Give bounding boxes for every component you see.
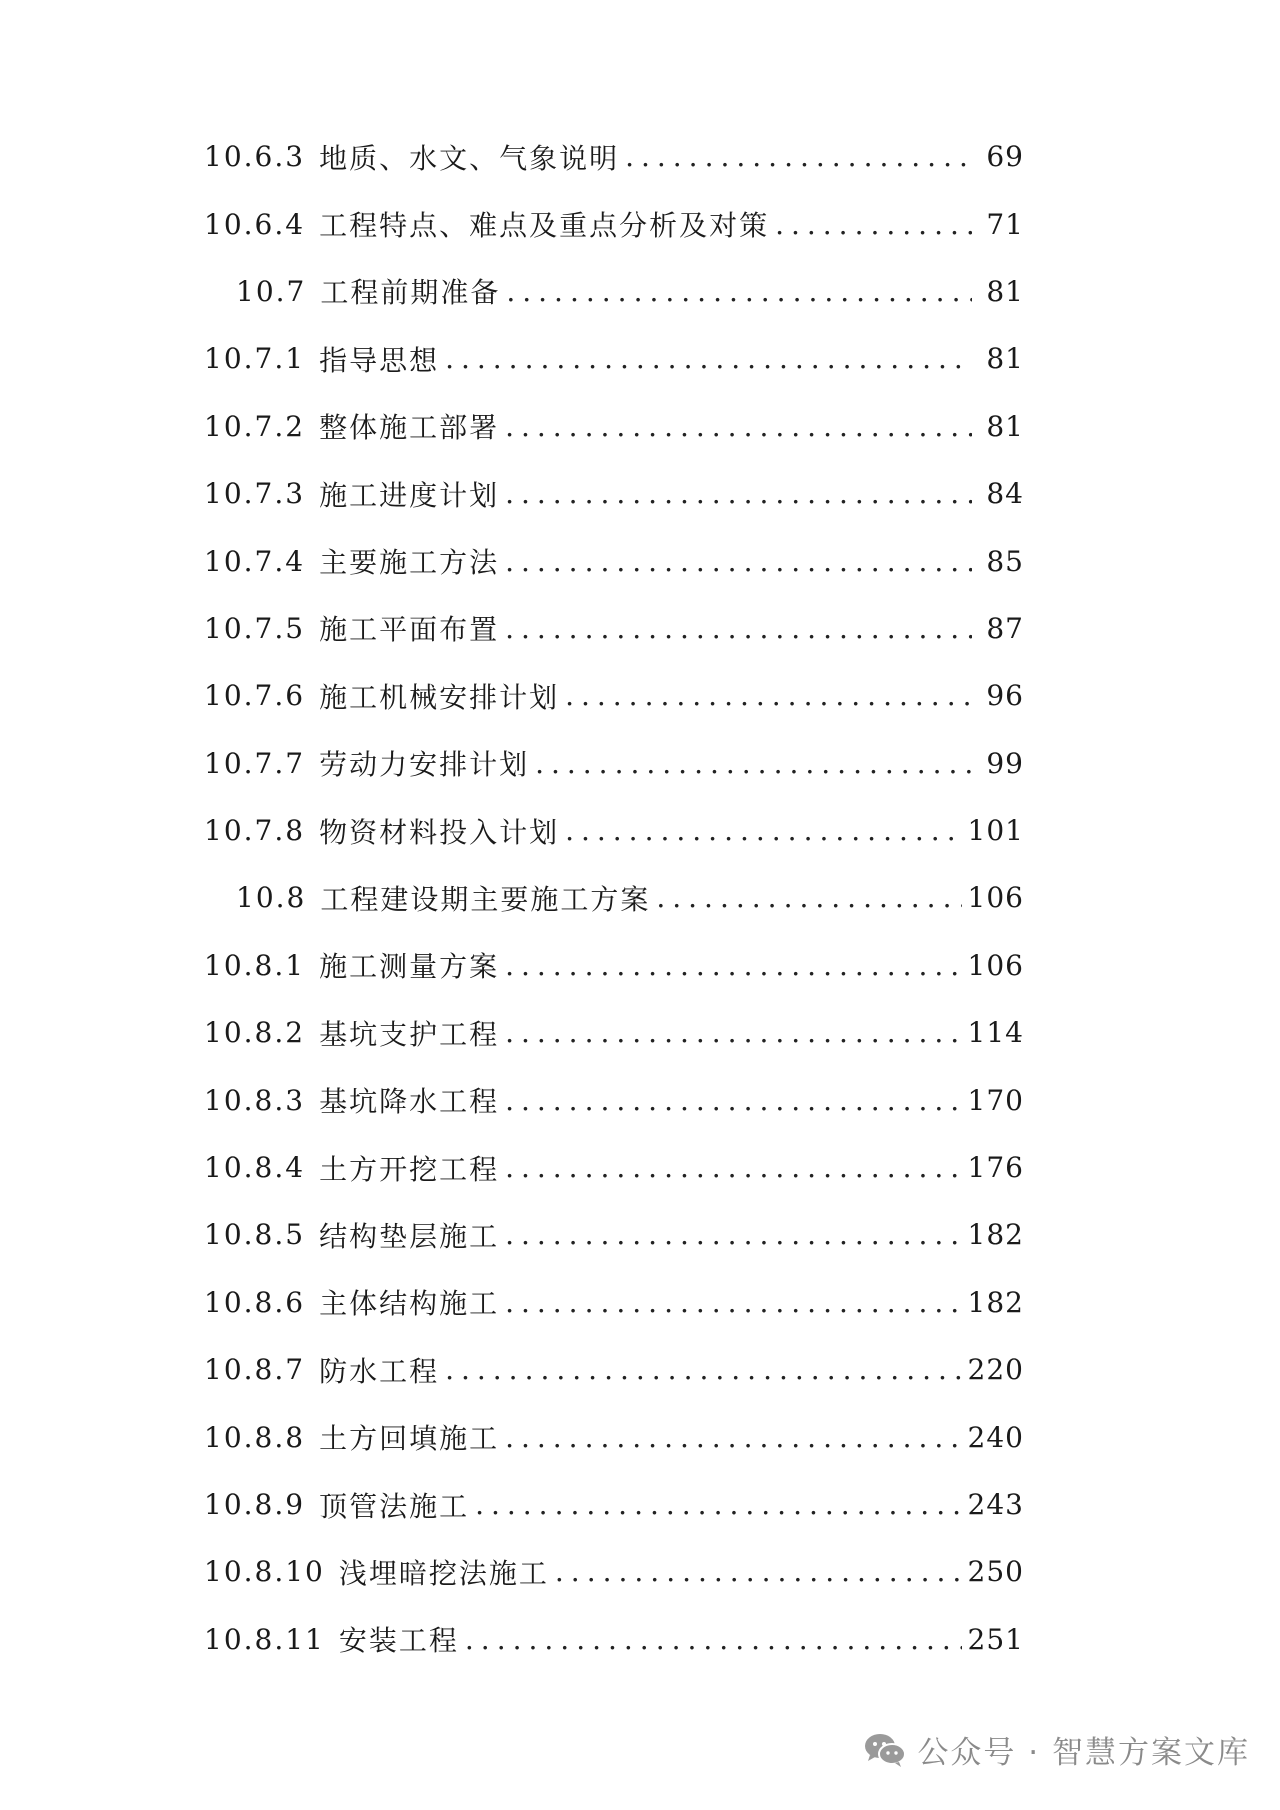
toc-entry-title: 工程建设期主要施工方案 (320, 882, 651, 916)
toc-entry-title: 安装工程 (338, 1624, 459, 1658)
toc-entry-title: 基坑降水工程 (319, 1085, 500, 1119)
toc-entry-number: 10.7.1 (204, 342, 306, 376)
toc-entry-number: 10.7.7 (204, 746, 306, 780)
toc-dot-leader (505, 545, 972, 578)
toc-dot-leader (505, 1084, 961, 1117)
toc-entry-page: 69 (986, 140, 1024, 174)
toc-entry-number: 10.8 (236, 881, 307, 915)
toc-entry[interactable] (204, 460, 1024, 527)
toc-entry[interactable] (204, 1538, 1024, 1605)
toc-entry-title: 工程特点、难点及重点分析及对策 (319, 209, 770, 243)
toc-entry-number: 10.7.6 (204, 679, 306, 713)
toc-entry-page: 243 (967, 1488, 1024, 1521)
toc-entry-page: 251 (967, 1622, 1024, 1656)
toc-entry-page: 182 (967, 1285, 1024, 1319)
toc-entry-title: 防水工程 (319, 1354, 440, 1388)
toc-entry-number: 10.8.11 (204, 1622, 325, 1656)
toc-entry-title: 主要施工方法 (319, 546, 500, 580)
toc-entry-number: 10.8.7 (204, 1353, 306, 1387)
toc-entry-page: 99 (986, 746, 1024, 780)
toc-entry-title: 施工进度计划 (319, 478, 500, 512)
toc-entry-number: 10.8.6 (204, 1285, 306, 1319)
toc-entry[interactable] (204, 393, 1024, 460)
toc-dot-leader (565, 679, 972, 712)
toc-dot-leader (505, 1151, 961, 1184)
toc-entry[interactable] (204, 1471, 1024, 1538)
toc-entry-page: 114 (967, 1016, 1024, 1050)
toc-entry[interactable] (204, 1606, 1024, 1673)
toc-entry[interactable] (204, 190, 1024, 257)
toc-dot-leader (555, 1555, 962, 1588)
toc-entry-number: 10.8.8 (204, 1420, 306, 1454)
toc-entry-number: 10.7.5 (204, 611, 306, 645)
toc-entry-title: 物资材料投入计划 (319, 815, 560, 849)
toc-entry-page: 182 (967, 1218, 1024, 1252)
toc-entry-number: 10.6.4 (204, 207, 306, 241)
toc-entry-title: 主体结构施工 (319, 1287, 500, 1321)
toc-entry[interactable] (204, 123, 1024, 190)
toc-entry-number: 10.7 (236, 274, 307, 308)
toc-entry[interactable] (204, 1336, 1024, 1403)
toc-entry-title: 结构垫层施工 (319, 1219, 500, 1253)
toc-entry-page: 240 (967, 1420, 1024, 1454)
wechat-icon (863, 1731, 907, 1769)
toc-dot-leader (625, 140, 972, 173)
toc-entry-page: 220 (967, 1353, 1024, 1387)
toc-entry[interactable] (204, 999, 1024, 1066)
toc-entry[interactable] (204, 864, 1024, 931)
toc-dot-leader (505, 1016, 961, 1049)
toc-entry[interactable] (204, 1066, 1024, 1133)
toc-dot-leader (445, 342, 972, 375)
toc-entry-page: 85 (986, 544, 1024, 578)
toc-entry-title: 工程前期准备 (320, 276, 501, 310)
watermark (863, 1727, 1250, 1772)
toc-entry-title: 土方回填施工 (319, 1422, 500, 1456)
toc-entry-page: 101 (967, 814, 1024, 848)
toc-dot-leader (505, 612, 972, 645)
toc-entry-number: 10.7.3 (204, 477, 306, 511)
toc-entry-page: 81 (986, 409, 1024, 443)
toc-entry[interactable] (204, 258, 1024, 325)
toc-entry-title: 施工测量方案 (319, 950, 500, 984)
toc-entry-title: 指导思想 (319, 343, 440, 377)
toc-dot-leader (465, 1623, 962, 1656)
toc-entry-page: 81 (986, 274, 1024, 308)
toc-entry-number: 10.8.1 (204, 948, 306, 982)
toc-entry-title: 地质、水文、气象说明 (319, 141, 620, 175)
toc-entry-number: 10.8.5 (204, 1218, 306, 1252)
toc-dot-leader (505, 410, 972, 443)
toc-dot-leader (506, 275, 972, 308)
toc-dot-leader (775, 208, 972, 241)
toc-entry-title: 土方开挖工程 (319, 1152, 500, 1186)
toc-dot-leader (505, 1421, 961, 1454)
toc-entry[interactable] (204, 595, 1024, 662)
toc-entry-title: 劳动力安排计划 (319, 748, 530, 782)
toc-entry[interactable] (204, 1403, 1024, 1470)
toc-entry[interactable] (204, 730, 1024, 797)
toc-entry-page: 96 (986, 679, 1024, 713)
toc-dot-leader (445, 1353, 961, 1386)
toc-entry-number: 10.8.2 (204, 1016, 306, 1050)
toc-entry[interactable] (204, 1134, 1024, 1201)
toc-entry-page: 106 (967, 881, 1024, 915)
toc-dot-leader (505, 949, 961, 982)
toc-entry-page: 71 (986, 207, 1024, 241)
toc-entry-page: 106 (967, 948, 1024, 982)
toc-entry[interactable] (204, 527, 1024, 594)
toc-entry-title: 施工平面布置 (319, 613, 500, 647)
toc-entry-page: 250 (967, 1555, 1024, 1589)
toc-dot-leader (565, 814, 961, 847)
toc-entry-number: 10.8.10 (204, 1555, 325, 1589)
toc-entry-number: 10.7.2 (204, 409, 306, 443)
toc-entry-page: 81 (986, 342, 1024, 376)
toc-dot-leader (505, 1218, 961, 1251)
toc-entry-title: 整体施工部署 (319, 411, 500, 445)
toc-dot-leader (656, 881, 961, 914)
table-of-contents (204, 123, 1024, 1673)
toc-entry[interactable] (204, 325, 1024, 392)
toc-entry-number: 10.7.8 (204, 814, 306, 848)
toc-entry-title: 基坑支护工程 (319, 1017, 500, 1051)
watermark-text: 公众号 · 智慧方案文库 (917, 1735, 1250, 1771)
toc-entry-number: 10.8.3 (204, 1083, 306, 1117)
toc-dot-leader (505, 477, 972, 510)
toc-dot-leader (535, 747, 972, 780)
toc-entry-title: 顶管法施工 (319, 1489, 470, 1523)
toc-entry-page: 170 (967, 1083, 1024, 1117)
toc-entry[interactable] (204, 1201, 1024, 1268)
toc-entry[interactable] (204, 1269, 1024, 1336)
toc-entry[interactable] (204, 932, 1024, 999)
toc-dot-leader (475, 1488, 961, 1521)
toc-entry-page: 87 (986, 611, 1024, 645)
toc-dot-leader (505, 1286, 961, 1319)
toc-entry-page: 176 (967, 1151, 1024, 1185)
toc-entry-number: 10.8.4 (204, 1151, 306, 1185)
toc-entry-number: 10.7.4 (204, 544, 306, 578)
toc-entry[interactable] (204, 662, 1024, 729)
toc-entry-number: 10.6.3 (204, 140, 306, 174)
toc-entry-page: 84 (986, 477, 1024, 511)
toc-entry-number: 10.8.9 (204, 1488, 306, 1521)
toc-entry[interactable] (204, 797, 1024, 864)
toc-entry-title: 施工机械安排计划 (319, 680, 560, 714)
toc-entry-title: 浅埋暗挖法施工 (338, 1556, 549, 1590)
